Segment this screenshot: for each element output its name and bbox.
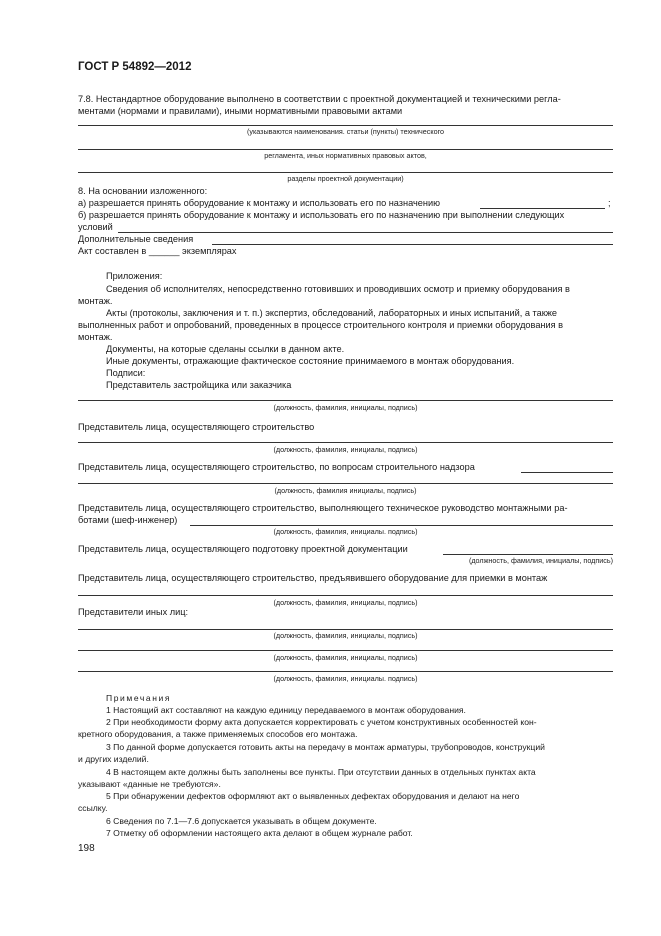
note-3a: 3 По данной форме допускается готовить акты на передачу в монтаж арматуры, трубопроводов, конструкций <box>106 742 545 752</box>
sec8-heading: 8. На основании изложенного: <box>78 186 208 196</box>
sec8-option-a-end: ; <box>608 198 611 208</box>
sign-rule-8 <box>78 650 613 651</box>
rep-presenter: Представитель лица, осуществляющего строительство, предъявившего оборудование для приемки в монтаж <box>78 573 548 583</box>
sec8-conditions-label: условий <box>78 222 113 232</box>
note-4a: 4 В настоящем акте должны быть заполнены все пункты. При отсутствии данных в отдельных пунктах акта <box>106 767 536 777</box>
standard-number: ГОСТ Р 54892—2012 <box>78 61 192 73</box>
sign-caption-6: (должность, фамилия, инициалы, подпись) <box>273 598 418 607</box>
sign-rule-2 <box>78 442 613 443</box>
note-5a: 5 При обнаружении дефектов оформляют акт о выявленных дефектах оборудования и делают на него <box>106 791 520 801</box>
sec8-option-a: а) разрешается принять оборудование к монтажу и использовать его по назначению <box>78 198 440 208</box>
rule-8a <box>480 208 605 209</box>
caption-78-2: регламента, иных нормативных правовых актов, <box>264 151 427 160</box>
attach-heading: Приложения: <box>106 271 163 281</box>
notes-heading: Примечания <box>106 693 172 703</box>
sign-rule-3a <box>521 472 613 473</box>
note-5b: ссылку. <box>78 803 108 813</box>
sec78-line2: ментами (нормами и правилами), иными нормативными правовыми актами <box>78 106 403 116</box>
note-2a: 2 При необходимости форму акта допускается корректировать с учетом конструктивных особенностей кон- <box>106 717 537 727</box>
sec8-option-b: б) разрешается принять оборудование к монтажу и использовать его по назначению при выполнении следующих <box>78 210 565 220</box>
sign-caption-1: (должность, фамилия, инициалы, подпись) <box>273 403 418 412</box>
attach-p2c: монтаж. <box>78 332 113 342</box>
sec78-line1: 7.8. Нестандартное оборудование выполнено в соответствии с проектной документацией и техническими регла- <box>78 94 561 104</box>
rule-78-3 <box>78 172 613 173</box>
sign-rule-5 <box>443 554 613 555</box>
attach-p1b: монтаж. <box>78 296 113 306</box>
sign-caption-2: (должность, фамилия, инициалы, подпись) <box>273 445 418 454</box>
sign-caption-3: (должность, фамилия инициалы, подпись) <box>274 486 417 495</box>
sign-rule-9 <box>78 671 613 672</box>
page-number: 198 <box>78 843 95 854</box>
caption-78-1: (указываются наименования. статьи (пункты) технического <box>246 127 445 136</box>
sign-rule-4 <box>190 525 613 526</box>
sign-caption-5: (должность, фамилия, инициалы, подпись) <box>468 556 613 565</box>
rule-78-1 <box>78 125 613 126</box>
note-3b: и других изделий. <box>78 754 149 764</box>
sign-caption-8: (должность, фамилия, инициалы, подпись) <box>273 653 418 662</box>
sign-rule-6 <box>78 595 613 596</box>
attach-p4: Иные документы, отражающие фактическое состояние принимаемого в монтаж оборудования. <box>106 356 515 366</box>
note-7: 7 Отметку об оформлении настоящего акта делают в общем журнале работ. <box>106 828 413 838</box>
note-6: 6 Сведения по 7.1—7.6 допускается указывать в общем документе. <box>106 816 377 826</box>
sign-caption-4: (должность, фамилия, инициалы. подпись) <box>273 527 418 536</box>
sign-caption-9: (должность, фамилия, инициалы. подпись) <box>273 674 418 683</box>
rule-78-2 <box>78 149 613 150</box>
sign-rule-7 <box>78 629 613 630</box>
attach-p2b: выполненных работ и опробований, проведенных в процессе строительного контроля и приемки оборудования в <box>78 320 564 330</box>
attach-p1a: Сведения об исполнителях, непосредственно готовивших и проводивших осмотр и приемку оборудования в <box>106 284 570 294</box>
note-2b: кретного оборудования, а также применяемых способов его монтажа. <box>78 729 358 739</box>
rep-others: Представители иных лиц: <box>78 607 189 617</box>
note-1: 1 Настоящий акт составляют на каждую единицу передаваемого в монтаж оборудования. <box>106 705 466 715</box>
attach-p6: Представитель застройщика или заказчика <box>106 380 292 390</box>
rep-supervision: Представитель лица, осуществляющего строительство, по вопросам строительного надзора <box>78 462 475 472</box>
rep-designer: Представитель лица, осуществляющего подготовку проектной документации <box>78 544 408 554</box>
sign-caption-7: (должность, фамилия, инициалы, подпись) <box>273 631 418 640</box>
rep-chief-engineer-b: ботами (шеф-инженер) <box>78 515 178 525</box>
rule-8-conditions <box>118 232 613 233</box>
attach-p5: Подписи: <box>106 368 146 378</box>
sec8-copies: Акт составлен в ______ экземплярах <box>78 246 237 256</box>
attach-p3: Документы, на которые сделаны ссылки в данном акте. <box>106 344 345 354</box>
attach-p2a: Акты (протоколы, заключения и т. п.) экспертиз, обследований, лабораторных и иных испытаний, а также <box>106 308 557 318</box>
sign-rule-1 <box>78 400 613 401</box>
sec8-extra-label: Дополнительные сведения <box>78 234 194 244</box>
sign-rule-3 <box>78 483 613 484</box>
rep-builder: Представитель лица, осуществляющего строительство <box>78 422 315 432</box>
rule-8-extra <box>212 244 613 245</box>
note-4b: указывают «данные не требуются». <box>78 779 221 789</box>
rep-chief-engineer-a: Представитель лица, осуществляющего строительство, выполняющего техническое руководство монтажными ра- <box>78 503 568 513</box>
caption-78-3: разделы проектной документации) <box>287 174 404 183</box>
